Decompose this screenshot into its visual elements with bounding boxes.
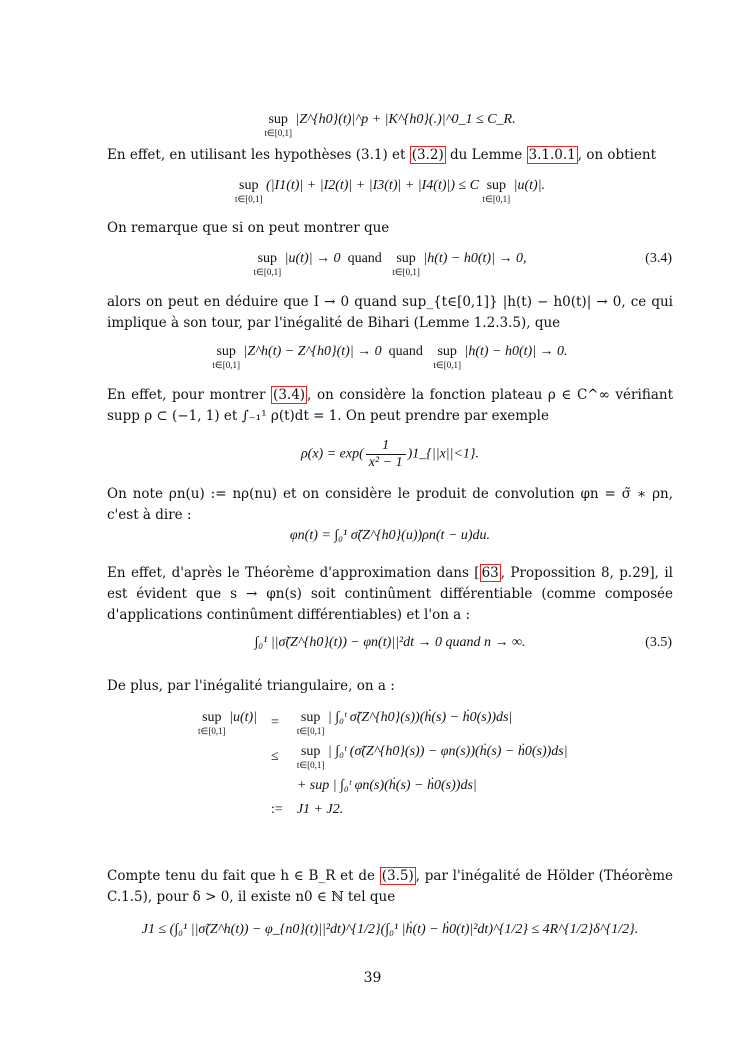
paragraph-2: On remarque que si on peut montrer que [107,220,390,236]
ref-63[interactable]: 63 [481,565,499,581]
paragraph-8: Compte tenu du fait que h ∈ B_R et de (3.5) , par l'inégalité de Hölder (Théorème C.1.5), pour δ > 0, il existe n0 ∈ ℕ tel que [107,868,673,905]
equation-Z-convergence: sup t∈[0,1] |Z^h(t) − Z^{h0}(t)| → 0 quand sup t∈[0,1] |h(t) − h0(t)| → 0. [212,344,568,370]
equation-sup-bound [107,112,673,138]
page-number: 39 [363,970,382,986]
equation-3-4: sup t∈[0,1] |u(t)| → 0 quand sup t∈[0,1] |h(t) − h0(t)| → 0, [253,251,527,277]
paragraph-3: alors on peut en déduire que I → 0 quand sup_{t∈[0,1]} |h(t) − h0(t)| → 0, ce qui implique à son tour, par l'inégalité de Bihari (Lemme 1.2.3.5), que [107,294,673,331]
equation-label-3-4: (3.4) [645,251,672,266]
equation-3-5: ∫₀¹ ||σ̃(Z^{h0}(t)) − φn(t)||²dt → 0 quand n → ∞. [254,635,526,650]
paragraph-6: En effet, d'après le Théorème d'approximation dans [ 63 , Propossition 8, p.29], il est évident que s → φn(s) soit continûment différentiable (comme composée d'applications continûment différentiables) et l'on a : [107,565,673,623]
ref-eq-3-5[interactable]: (3.5) [381,868,414,884]
paragraph-4: En effet, pour montrer (3.4) , on considère la fonction plateau ρ ∈ C^∞ vérifiant supp ρ ⊂ (−1, 1) et ∫₋₁¹ ρ(t)dt = 1. On peut prendre par exemple [107,387,673,424]
equation-phi: φn(t) = ∫₀¹ σ̃(Z^{h0}(u))ρn(t − u)du. [289,528,491,543]
sup-operator: sup t∈[0,1] [264,112,292,138]
equation-I-bound: sup t∈[0,1] (|I1(t)| + |I2(t)| + |I3(t)| + |I4(t)|) ≤ C sup t∈[0,1] |u(t)|. [234,178,546,204]
ref-eq-3-4[interactable]: (3.4) [273,387,306,403]
paragraph-5: On note ρn(u) := nρ(nu) et on considère le produit de convolution φn = σ̃ ∗ ρn, c'est à dire : [107,486,673,523]
paragraph-1: En effet, en utilisant les hypothèses (3.1) et (3.2) du Lemme 3.1.0.1 , on obtient [107,147,657,163]
equation-rho: ρ(x) = exp( $\frac{1}{\text{x² − 1}}$ )1_{||x||<1}. [300,438,480,470]
equation-label-3-5: (3.5) [645,635,672,650]
ref-eq-3-2[interactable]: (3.2) [411,147,444,163]
paragraph-7: De plus, par l'inégalité triangulaire, on a : [107,678,395,694]
aligned-equations: sup t∈[0,1] |u(t)| = sup t∈[0,1] | ∫₀ᵗ σ̃(Z^{h0}(s))(ḣ(s) − ḣ0(s))ds| ≤ sup t∈[0,1] | ∫₀ᵗ (σ̃(Z^{h0}(s)) − φn(s))(ḣ(s) − ḣ0(s))ds| + sup | ∫₀ᵗ φn(s)(ḣ(s) − ḣ0(s))ds| := J1 + J2. [198,710,568,817]
equation-J1: J1 ≤ (∫₀¹ ||σ̃(Z^h(t)) − φ_{n0}(t)||²dt)^{1/2}(∫₀¹ |ḣ(t) − ḣ0(t)|²dt)^{1/2} ≤ 4R^{1/2}δ^{1/2}. [141,922,639,937]
equation-text: |Z^{h0}(t)|^p + |K^{h0}(.)|^0_1 ≤ C_R. [295,112,516,127]
ref-lemme[interactable]: 3.1.0.1 [528,147,576,163]
